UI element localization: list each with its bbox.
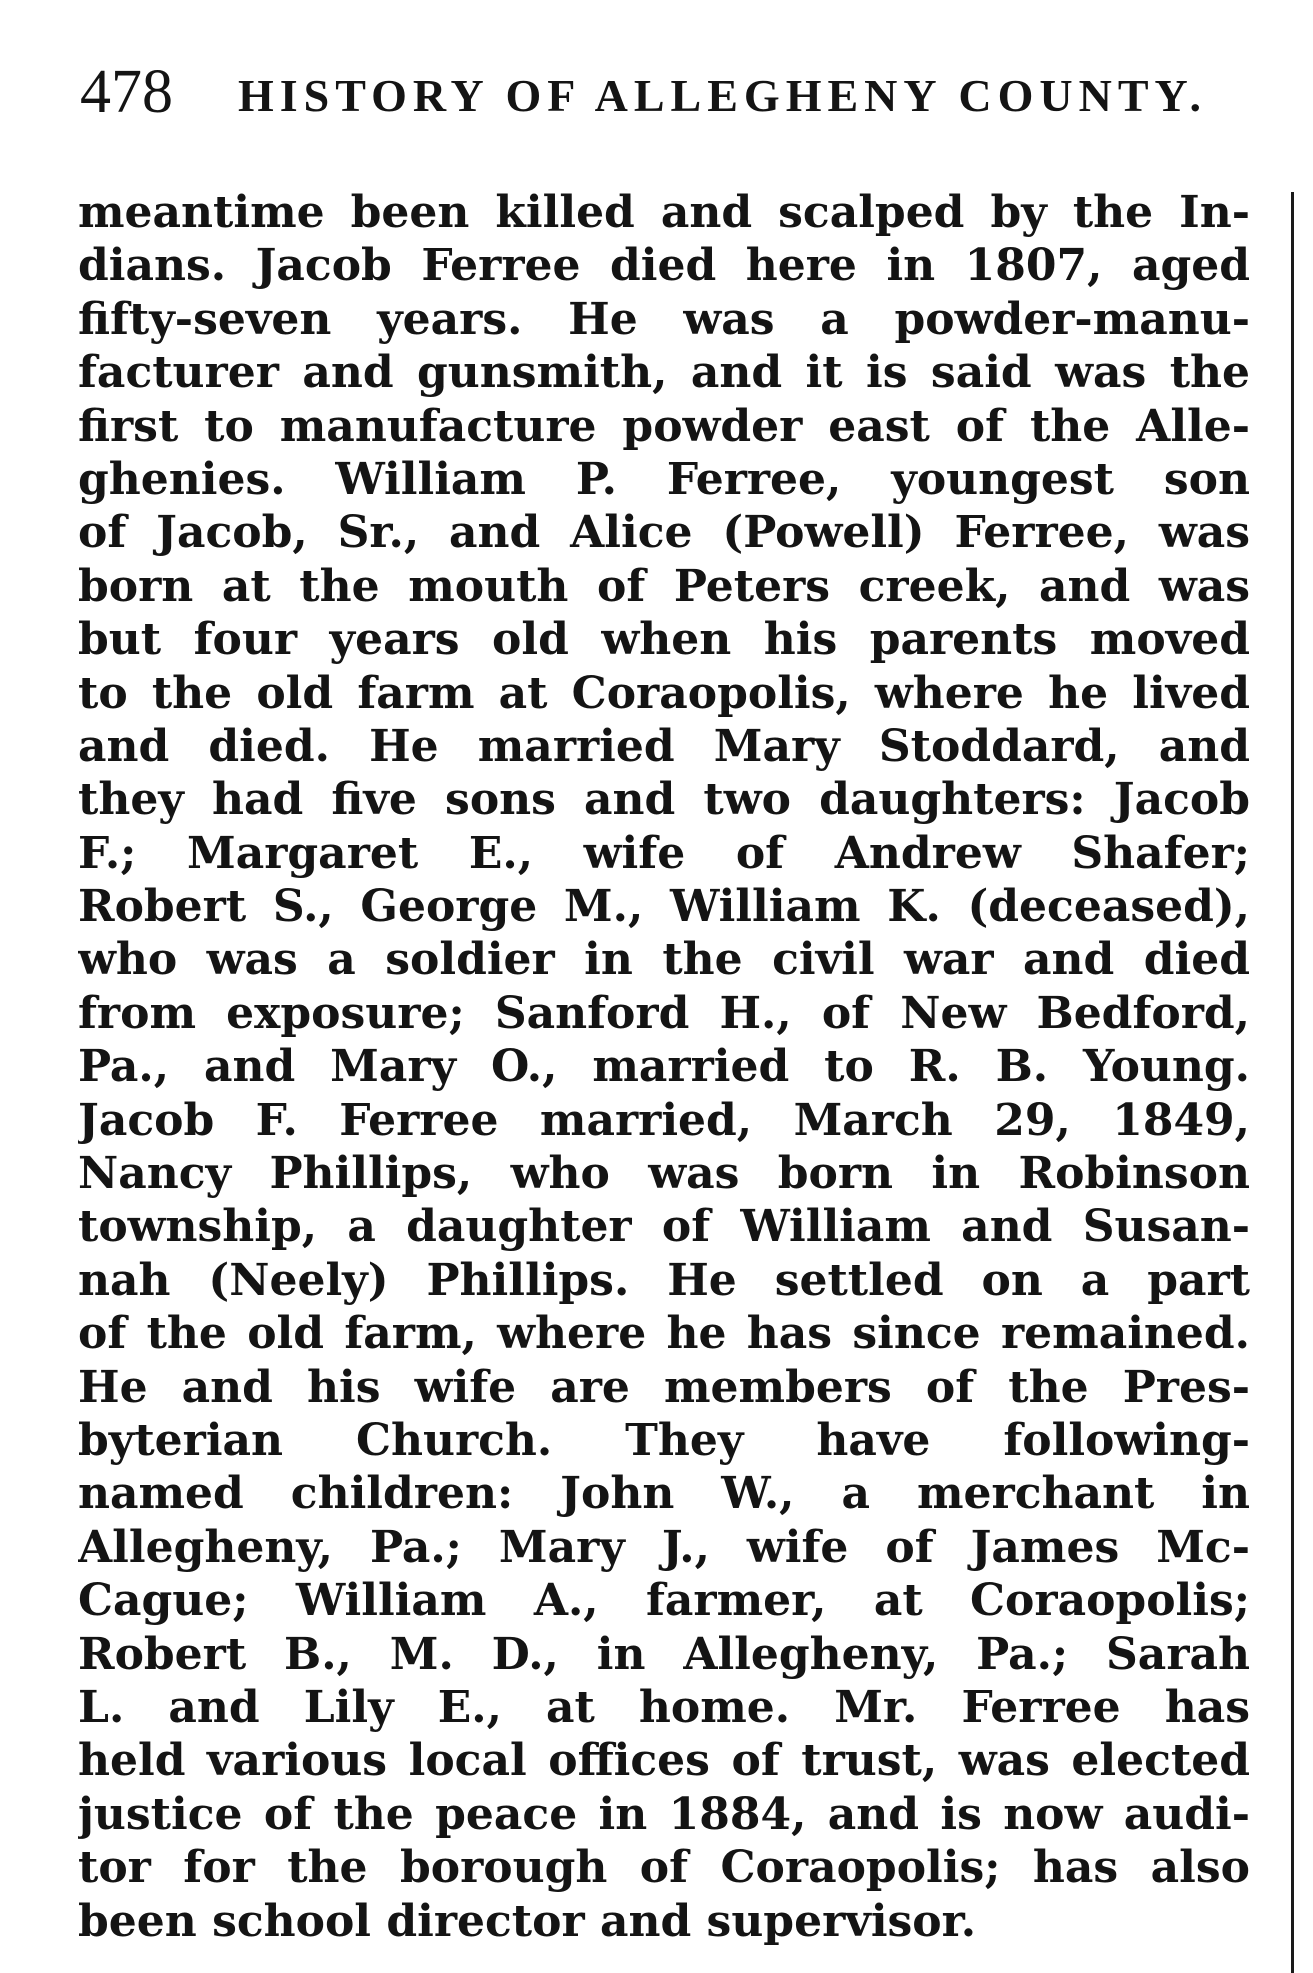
text-line: from exposure; Sanford H., of New Bedford, bbox=[78, 987, 1250, 1039]
text-line: Jacob F. Ferree married, March 29, 1849, bbox=[78, 1094, 1250, 1146]
body-text bbox=[78, 186, 1250, 1948]
text-line: of the old farm, where he has since remained. bbox=[78, 1308, 1250, 1360]
text-line: first to manufacture powder east of the Alle- bbox=[78, 400, 1250, 452]
text-line: named children: John W., a merchant in bbox=[78, 1468, 1250, 1520]
text-line: dians. Jacob Ferree died here in 1807, aged bbox=[78, 240, 1250, 292]
text-line: Allegheny, Pa.; Mary J., wife of James Mc- bbox=[78, 1521, 1250, 1573]
text-line: justice of the peace in 1884, and is now audi- bbox=[78, 1788, 1250, 1840]
text-line: facturer and gunsmith, and it is said was the bbox=[78, 347, 1250, 399]
text-line: Cague; William A., farmer, at Coraopolis; bbox=[78, 1575, 1250, 1627]
text-line: but four years old when his parents moved bbox=[78, 614, 1250, 666]
text-line: who was a soldier in the civil war and died bbox=[78, 934, 1250, 986]
text-line: nah (Neely) Phillips. He settled on a part bbox=[78, 1254, 1250, 1306]
text-line: of Jacob, Sr., and Alice (Powell) Ferree, was bbox=[78, 507, 1250, 559]
running-title: HISTORY OF ALLEGHENY COUNTY. bbox=[238, 70, 1208, 121]
text-line: held various local offices of trust, was elected bbox=[78, 1735, 1250, 1787]
text-line: Pa., and Mary O., married to R. B. Young. bbox=[78, 1041, 1250, 1093]
text-line: Robert S., George M., William K. (deceased), bbox=[78, 881, 1250, 933]
text-line: tor for the borough of Coraopolis; has also bbox=[78, 1842, 1250, 1894]
text-line: township, a daughter of William and Susan- bbox=[78, 1201, 1250, 1253]
text-line: meantime been killed and scalped by the In- bbox=[78, 187, 1250, 238]
text-line: He and his wife are members of the Pres- bbox=[78, 1361, 1250, 1413]
text-line: born at the mouth of Peters creek, and was bbox=[78, 560, 1250, 612]
text-line: fifty-seven years. He was a powder-manu- bbox=[78, 293, 1250, 345]
text-line: been school director and supervisor. bbox=[78, 1895, 977, 1947]
page-number: 478 bbox=[80, 58, 173, 126]
text-line: Nancy Phillips, who was born in Robinson bbox=[78, 1148, 1250, 1200]
text-line: Robert B., M. D., in Allegheny, Pa.; Sarah bbox=[78, 1628, 1250, 1680]
text-line: ghenies. William P. Ferree, youngest son bbox=[78, 453, 1250, 505]
text-line: F.; Margaret E., wife of Andrew Shafer; bbox=[78, 827, 1250, 879]
cut-off-line bbox=[78, 1955, 1250, 1973]
page-header bbox=[80, 52, 1280, 132]
column-rule bbox=[1291, 192, 1294, 1973]
text-line: byterian Church. They have following- bbox=[78, 1414, 1250, 1466]
text-line: and died. He married Mary Stoddard, and bbox=[78, 720, 1250, 772]
text-line: they had five sons and two daughters: Jacob bbox=[78, 774, 1250, 826]
text-line: L. and Lily E., at home. Mr. Ferree has bbox=[78, 1681, 1250, 1733]
text-line: to the old farm at Coraopolis, where he lived bbox=[78, 667, 1250, 719]
